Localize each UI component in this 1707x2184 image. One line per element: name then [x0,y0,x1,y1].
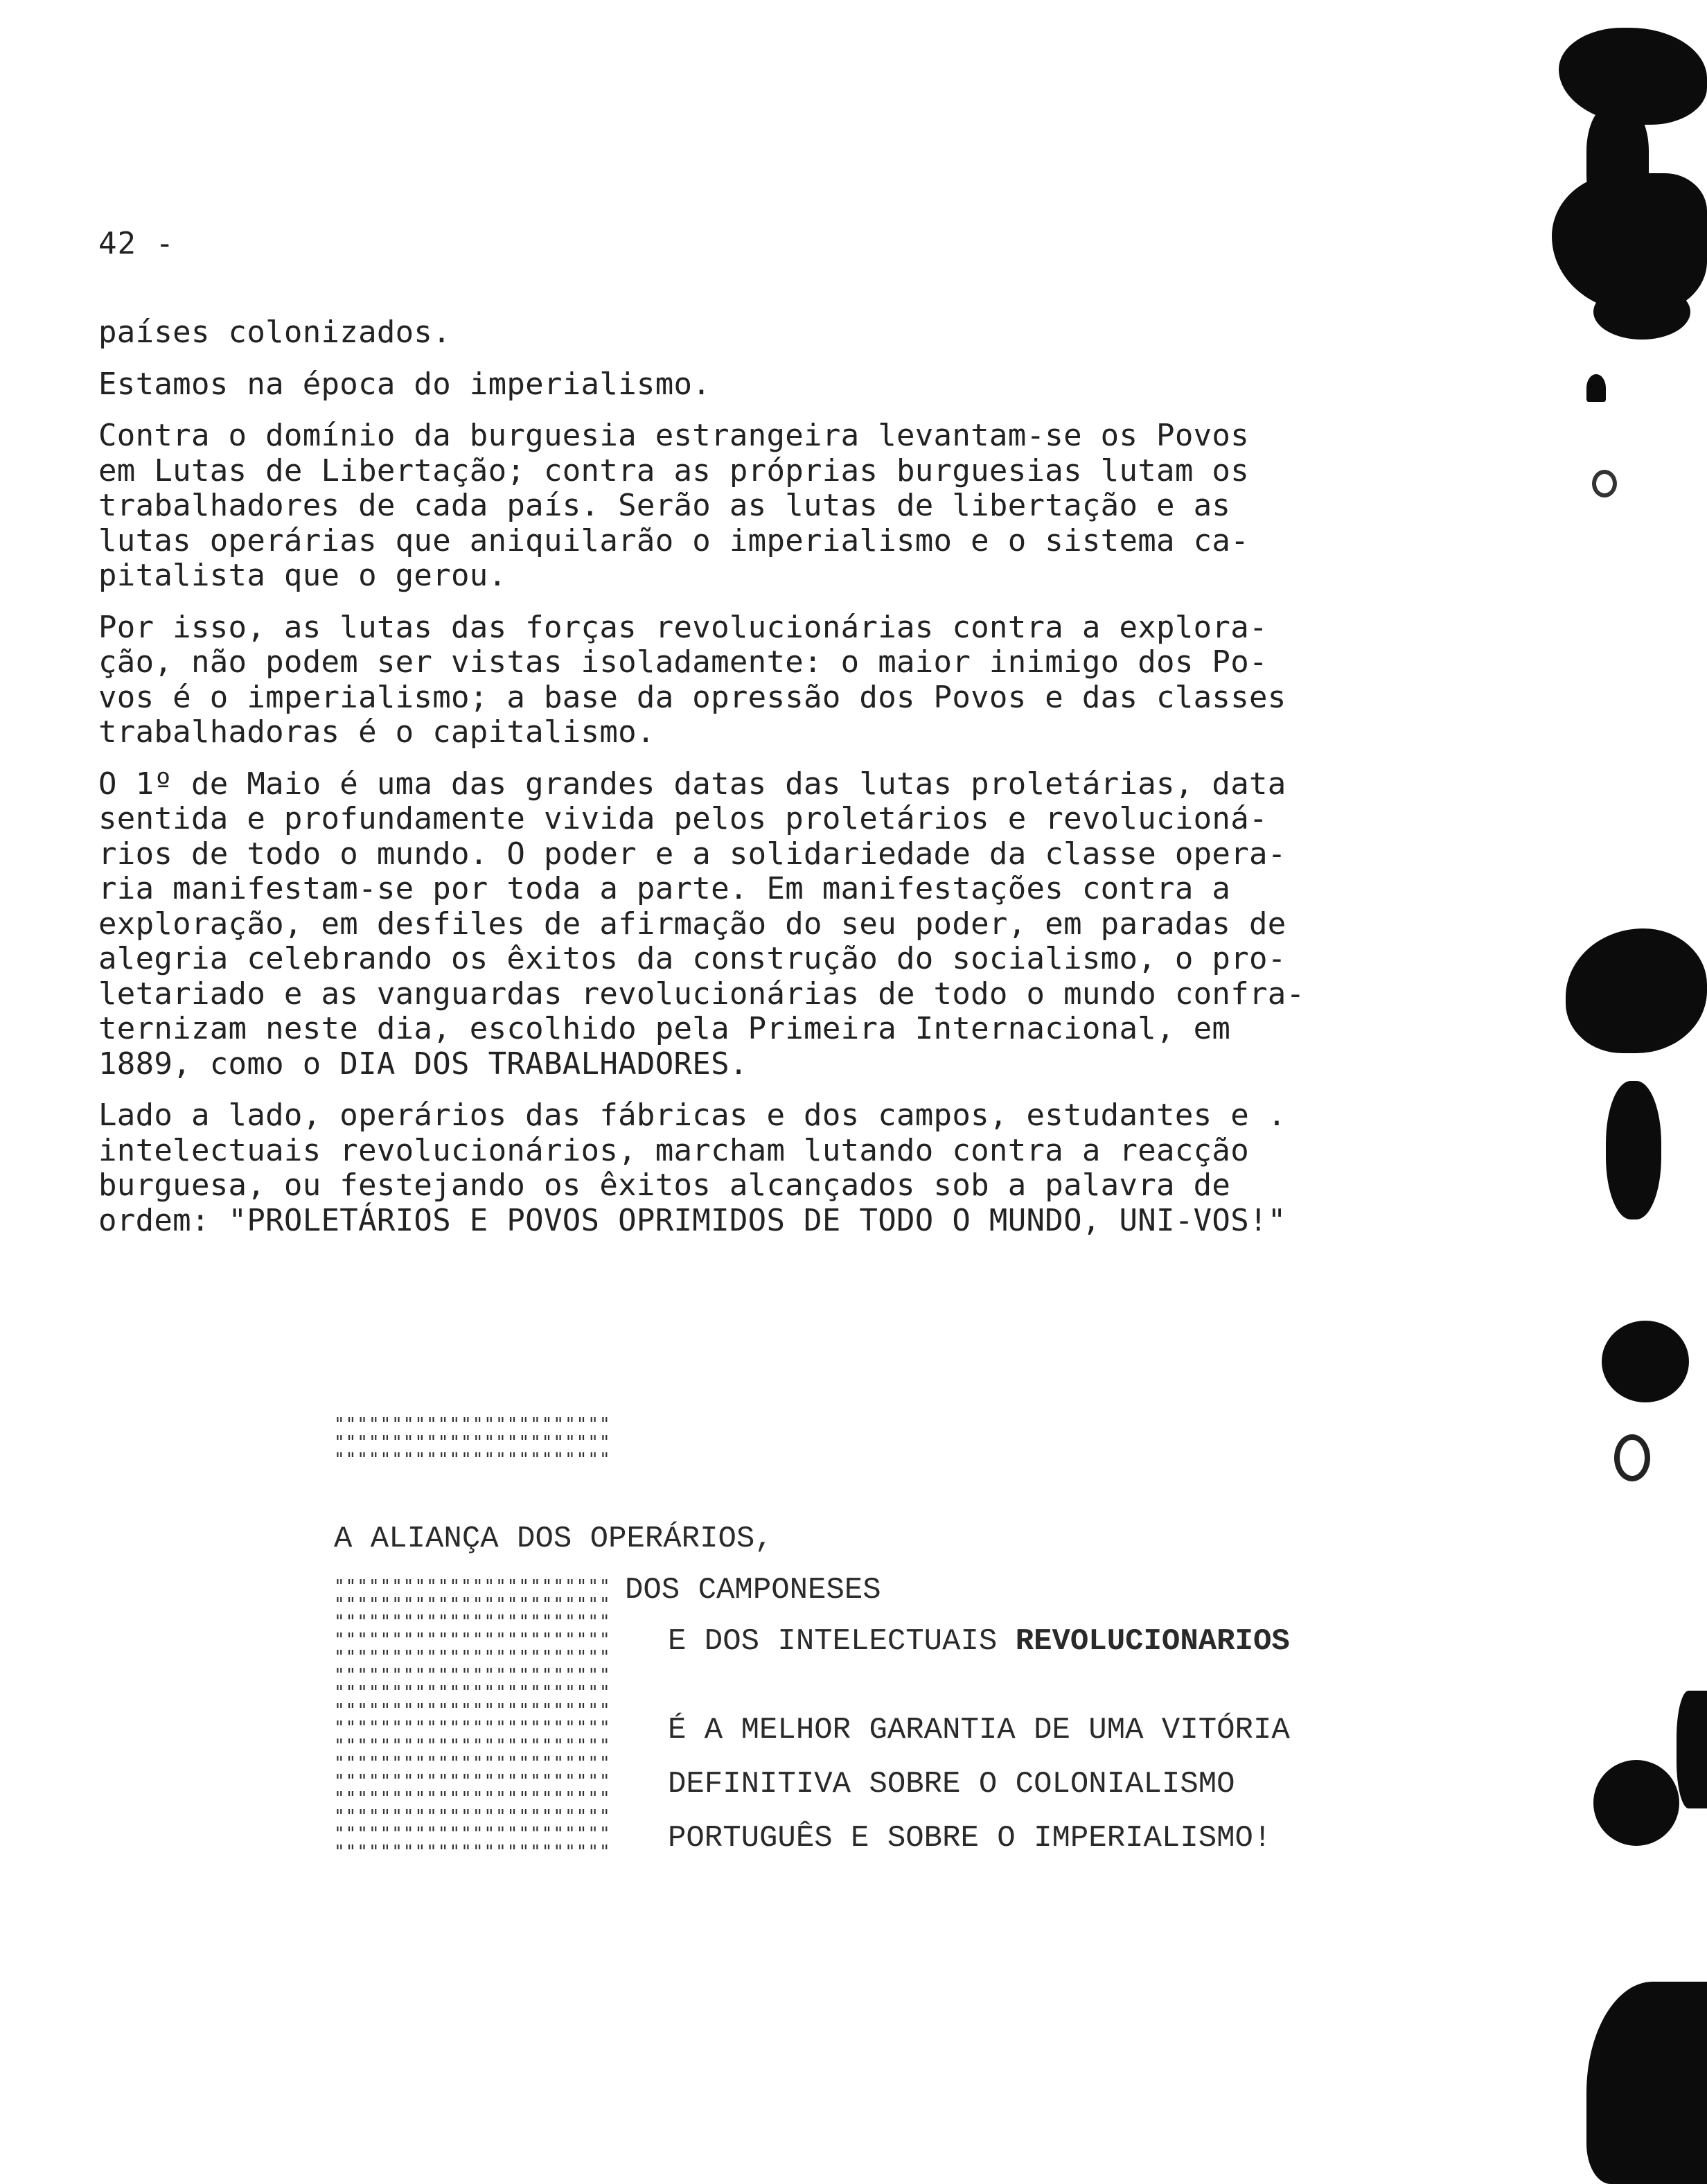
ink-blot [1566,928,1707,1053]
paragraph [98,419,1456,594]
text-line: 1889, como o DIA DOS TRABALHADORES. [98,1046,748,1082]
ink-blot [1592,470,1617,497]
ornament-row: """""""""""""""""""""""" [334,1664,611,1686]
ornament-dots-top [334,1416,611,1470]
ink-blot [1677,1691,1707,1808]
text-line: em Lutas de Libertação; contra as próprias burguesias lutam os [98,452,1249,488]
text-line: trabalhadoras é o capitalismo. [98,714,655,750]
text-line: ria manifestam-se por toda a parte. Em manifestações contra a [98,871,1231,906]
ornament-dots-bottom [334,1578,611,1861]
paragraph [98,367,1456,403]
body-text [98,315,1456,1255]
text-line: Lado a lado, operários das fábricas e dos campos, estudantes e . [98,1098,1286,1133]
ornament-row: """""""""""""""""""""""" [334,1432,611,1453]
text-line: trabalhadores de cada país. Serão as lutas de libertação e as [98,488,1231,523]
ornament-row: """""""""""""""""""""""" [334,1647,611,1668]
slogan-line-6: PORTUGUÊS E SOBRE O IMPERIALISMO! [668,1821,1272,1856]
text-line: rios de todo o mundo. O poder e a solidariedade da classe opera- [98,836,1286,872]
slogan-line-4: É A MELHOR GARANTIA DE UMA VITÓRIA [668,1713,1290,1747]
ornament-row: """""""""""""""""""""""" [334,1718,611,1738]
paragraph [98,315,1456,351]
text-line: Contra o domínio da burguesia estrangeira levantam-se os Povos [98,418,1249,453]
ornament-row: """""""""""""""""""""""" [334,1770,611,1792]
ornament-row: """""""""""""""""""""""" [334,1416,611,1435]
slogan-line-2: DOS CAMPONESES [625,1573,881,1608]
ink-blot [1606,1081,1661,1219]
text-line: Estamos na época do imperialismo. [98,366,711,402]
paragraph [98,1098,1456,1238]
ornament-row: """""""""""""""""""""""" [334,1735,611,1756]
slogan-line-1: A ALIANÇA DOS OPERÁRIOS, [334,1522,773,1556]
paragraph [98,610,1456,750]
ornament-row: """""""""""""""""""""""" [334,1788,611,1809]
text-line: intelectuais revolucionários, marcham lutando contra a reacção [98,1132,1249,1168]
text-line: pitalista que o gerou. [98,558,507,593]
text-line: O 1º de Maio é uma das grandes datas das lutas proletárias, data [98,766,1286,802]
text-line: burguesa, ou festejando os êxitos alcançados sob a palavra de [98,1168,1231,1203]
text-line: sentida e profundamente vivida pelos proletários e revolucioná- [98,801,1268,836]
text-line: letariado e as vanguardas revolucionárias de todo o mundo confra- [98,976,1305,1012]
slogan-line-5: DEFINITIVA SOBRE O COLONIALISMO [668,1767,1235,1802]
text-line: ção, não podem ser vistas isoladamente: o maior inimigo dos Po- [98,644,1268,680]
ornament-row: """""""""""""""""""""""" [334,1806,611,1827]
text-line: ternizam neste dia, escolhido pela Primeira Internacional, em [98,1011,1231,1046]
ornament-row: """""""""""""""""""""""" [334,1753,611,1774]
text-line: exploração, em desfiles de afirmação do seu poder, em paradas de [98,906,1286,942]
text-line: Por isso, as lutas das forças revolucionárias contra a explora- [98,609,1268,645]
ornament-row: """""""""""""""""""""""" [334,1450,611,1470]
text-line: vos é o imperialismo; a base da opressão dos Povos e das classes [98,679,1286,715]
slogan-line-3-strong: REVOLUCIONARIOS [1015,1624,1290,1659]
ink-blot [1614,1434,1650,1481]
ornament-row: """""""""""""""""""""""" [334,1824,611,1844]
ornament-row: """""""""""""""""""""""" [334,1682,611,1703]
ink-blot [1593,284,1690,340]
ornament-row: """""""""""""""""""""""" [334,1629,611,1650]
ornament-row: """""""""""""""""""""""" [334,1578,611,1597]
ornament-row: """""""""""""""""""""""" [334,1612,611,1632]
ornament-row: """""""""""""""""""""""" [334,1700,611,1721]
ink-blot [1602,1321,1689,1402]
text-line: alegria celebrando os êxitos da construção do socialismo, o pro- [98,941,1286,976]
text-line: ordem: "PROLETÁRIOS E POVOS OPRIMIDOS DE TODO O MUNDO, UNI-VOS!" [98,1202,1286,1238]
paragraph [98,767,1456,1082]
text-line: lutas operárias que aniquilarão o imperialismo e o sistema ca- [98,522,1249,558]
slogan-line-3 [668,1624,1290,1659]
ink-blot [1586,1982,1707,2184]
ink-blot [1586,374,1606,402]
ink-blot [1593,1760,1679,1846]
text-line: países colonizados. [98,315,452,350]
page-number: 42 - [98,226,175,261]
slogan-line-3-prefix: E DOS INTELECTUAIS [668,1624,1016,1659]
ornament-row: """""""""""""""""""""""" [334,1841,611,1861]
ornament-row: """""""""""""""""""""""" [334,1594,611,1615]
